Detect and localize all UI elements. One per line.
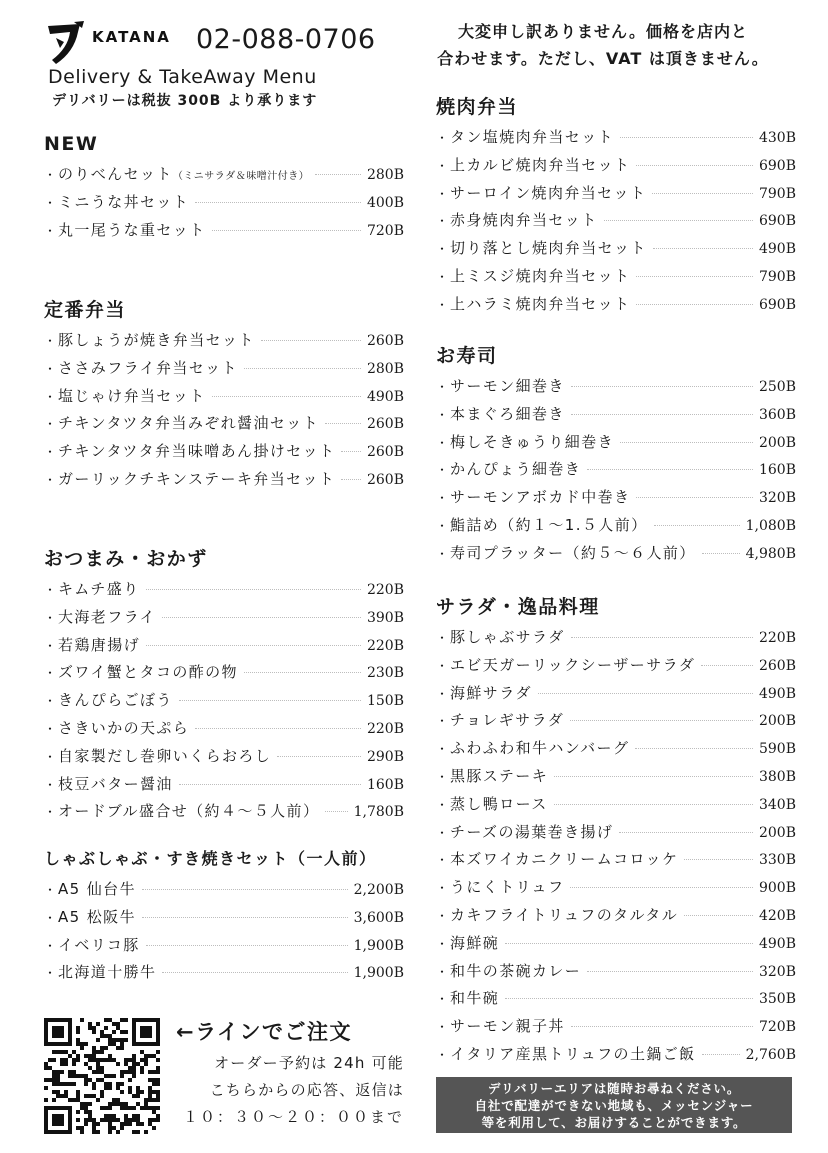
menu-item-price: 320B xyxy=(758,963,796,980)
dot-leader xyxy=(619,832,753,833)
bullet: ・ xyxy=(436,797,450,812)
menu-item xyxy=(436,819,796,847)
menu-item-price: 280B xyxy=(366,360,404,377)
dot-leader xyxy=(162,972,347,973)
menu-item xyxy=(436,512,796,540)
menu-item-price: 790B xyxy=(758,185,796,202)
menu-item xyxy=(436,846,796,874)
menu-item-name: 海鮮サラダ xyxy=(450,683,532,702)
menu-item-price: 4,980B xyxy=(745,545,796,562)
dot-leader xyxy=(570,720,753,721)
line-qr-code[interactable] xyxy=(44,1018,160,1134)
dot-leader xyxy=(554,804,753,805)
dot-leader xyxy=(636,276,753,277)
dot-leader xyxy=(261,340,361,341)
menu-item xyxy=(44,438,404,466)
menu-item-name: チーズの湯葉巻き揚げ xyxy=(450,822,614,841)
menu-item-price: 490B xyxy=(758,241,796,258)
menu-item-price: 420B xyxy=(758,907,796,924)
bullet: ・ xyxy=(44,910,58,925)
dot-leader xyxy=(505,943,753,944)
dot-leader xyxy=(636,165,753,166)
dot-leader xyxy=(146,645,361,646)
menu-item-note: （ミニサラダ＆味噌汁付き） xyxy=(172,171,310,182)
dot-leader xyxy=(604,220,753,221)
menu-item-price: 260B xyxy=(366,444,404,461)
bullet: ・ xyxy=(436,546,450,561)
menu-item-name: 上ハラミ焼肉弁当セット xyxy=(450,294,631,313)
bullet: ・ xyxy=(44,610,58,625)
menu-item xyxy=(436,707,796,735)
dot-leader xyxy=(244,672,361,673)
menu-item-price: 260B xyxy=(366,471,404,488)
dot-leader xyxy=(684,915,753,916)
dot-leader xyxy=(571,1026,753,1027)
menu-item xyxy=(436,207,796,235)
menu-item-name: 若鶏唐揚げ xyxy=(58,635,141,654)
bullet: ・ xyxy=(436,853,450,868)
dot-leader xyxy=(635,748,753,749)
menu-item-price: 390B xyxy=(366,609,404,626)
menu-item-price: 250B xyxy=(758,379,796,395)
menu-item-price: 340B xyxy=(758,796,796,813)
menu-item-name: 梅しそきゅうり細巻き xyxy=(450,432,615,451)
bullet: ・ xyxy=(436,158,450,173)
bullet: ・ xyxy=(44,361,58,376)
section-otsumami xyxy=(44,542,404,826)
bullet: ・ xyxy=(44,749,58,764)
menu-item-name: イベリコ豚 xyxy=(58,935,140,954)
menu-item-name: 上カルビ焼肉弁当セット xyxy=(450,155,631,174)
menu-item xyxy=(44,659,404,687)
menu-item xyxy=(436,152,796,180)
menu-item-name: オードブル盛合せ（約４～５人前） xyxy=(58,802,320,821)
delivery-minimum-note: デリバリーは税抜 300B より承ります xyxy=(52,93,318,109)
menu-item-price: 690B xyxy=(758,213,796,230)
menu-item-price: 690B xyxy=(758,296,796,313)
menu-item-name: イタリア産黒トリュフの土鍋ご飯 xyxy=(450,1044,696,1063)
dot-leader xyxy=(277,756,361,757)
dot-leader xyxy=(146,945,348,946)
bullet: ・ xyxy=(436,825,450,840)
menu-item-price: 220B xyxy=(366,582,404,598)
menu-item-name: さきいかの天ぷら xyxy=(58,718,190,737)
menu-item-price: 220B xyxy=(366,720,404,737)
bullet: ・ xyxy=(44,417,58,432)
dot-leader xyxy=(195,728,361,729)
bullet: ・ xyxy=(436,658,450,673)
section-title: NEW xyxy=(44,133,99,155)
menu-item-name: 丸一尾うな重セット xyxy=(58,220,206,239)
bullet: ・ xyxy=(436,908,450,923)
menu-item-name: ふわふわ和牛ハンバーグ xyxy=(450,739,630,758)
menu-item xyxy=(44,771,404,799)
menu-item xyxy=(44,959,404,987)
bullet: ・ xyxy=(44,638,58,653)
menu-item xyxy=(436,180,796,208)
menu-item xyxy=(44,327,404,355)
bullet: ・ xyxy=(436,297,450,312)
dot-leader xyxy=(341,479,361,480)
menu-item-name: 赤身焼肉弁当セット xyxy=(450,211,598,230)
menu-item-price: 430B xyxy=(758,130,796,146)
section-shabu-sukiyaki xyxy=(44,842,404,987)
bullet: ・ xyxy=(44,805,58,820)
menu-item-name: 和牛碗 xyxy=(450,989,500,1008)
delivery-line-2: 自社で配達ができない地域も、メッセンジャー xyxy=(474,1098,754,1113)
bullet: ・ xyxy=(44,666,58,681)
menu-item-name: かんぴょう細巻き xyxy=(450,460,582,479)
menu-item-name: 上ミスジ焼肉弁当セット xyxy=(450,266,631,285)
menu-item-price: 260B xyxy=(366,333,404,349)
dot-leader xyxy=(212,230,361,231)
menu-item-name: ささみフライ弁当セット xyxy=(58,358,238,377)
menu-item-name: 和牛の茶碗カレー xyxy=(450,961,582,980)
bullet: ・ xyxy=(436,992,450,1007)
menu-item-name: 切り落とし焼肉弁当セット xyxy=(450,239,647,258)
menu-item-price: 1,080B xyxy=(745,517,796,534)
section-sushi xyxy=(436,339,796,568)
dot-leader xyxy=(315,174,361,175)
dot-leader xyxy=(554,776,753,777)
menu-item-price: 1,900B xyxy=(353,965,404,982)
bullet: ・ xyxy=(436,242,450,257)
menu-item-name: サーロイン焼肉弁当セット xyxy=(450,183,647,202)
delivery-area-notice xyxy=(436,1077,792,1133)
menu-item-name: 鮨詰め（約１～1.５人前） xyxy=(450,515,648,534)
dot-leader xyxy=(571,414,753,415)
menu-item xyxy=(436,373,796,401)
menu-item-name: うにくトリュフ xyxy=(450,878,565,897)
bullet: ・ xyxy=(436,631,450,645)
menu-item-price: 790B xyxy=(758,268,796,285)
section-title: サラダ・逸品料理 xyxy=(436,596,600,618)
order-info xyxy=(176,1050,404,1131)
bullet: ・ xyxy=(436,380,450,394)
menu-item-name: サーモン細巻き xyxy=(450,377,565,395)
menu-item-name: カキフライトリュフのタルタル xyxy=(450,905,679,924)
menu-item xyxy=(44,355,404,383)
menu-item-name: のりべんセット xyxy=(58,165,173,183)
dot-leader xyxy=(652,193,753,194)
menu-item-price: 1,780B xyxy=(353,804,404,821)
bullet: ・ xyxy=(44,223,58,238)
menu-item xyxy=(436,902,796,930)
dot-leader xyxy=(538,693,753,694)
menu-item xyxy=(44,798,404,826)
dot-leader xyxy=(571,637,753,638)
menu-item-price: 3,600B xyxy=(353,909,404,926)
line-order-label: ←ラインでご注文 xyxy=(176,1020,352,1044)
bullet: ・ xyxy=(436,518,450,533)
bullet: ・ xyxy=(436,936,450,951)
phone-number: 02-088-0706 xyxy=(196,24,376,55)
menu-item-name: ミニうな丼セット xyxy=(58,192,190,211)
menu-item xyxy=(436,958,796,986)
dot-leader xyxy=(684,859,753,860)
menu-item xyxy=(44,576,404,604)
menu-item xyxy=(44,604,404,632)
dot-leader xyxy=(325,423,361,424)
bullet: ・ xyxy=(44,195,58,210)
menu-item-name: チキンタツタ弁当味噌あん掛けセット xyxy=(58,442,336,461)
menu-item xyxy=(44,904,404,932)
menu-item-name: ガーリックチキンステーキ弁当セット xyxy=(58,469,336,488)
dot-leader xyxy=(179,784,361,785)
menu-item-name: チキンタツタ弁当みぞれ醤油セット xyxy=(58,414,320,433)
bullet: ・ xyxy=(436,186,450,201)
menu-item-name: きんぴらごぼう xyxy=(58,691,173,710)
dot-leader xyxy=(702,1054,740,1055)
menu-item-name: 塩じゃけ弁当セット xyxy=(58,386,206,405)
menu-item-name: タン塩焼肉弁当セット xyxy=(450,128,615,146)
menu-item xyxy=(436,540,796,568)
menu-item xyxy=(436,291,796,319)
price-notice xyxy=(398,18,808,72)
menu-item-name: サーモンアボカド中巻き xyxy=(450,488,631,507)
dot-leader xyxy=(146,589,361,590)
menu-item xyxy=(44,410,404,438)
menu-item-price: 590B xyxy=(758,741,796,758)
menu-item-name: A5 仙台牛 xyxy=(58,880,136,898)
dot-leader xyxy=(620,442,753,443)
menu-item-price: 200B xyxy=(758,434,796,451)
menu-item xyxy=(44,383,404,411)
bullet: ・ xyxy=(436,769,450,784)
dot-leader xyxy=(195,202,361,203)
bullet: ・ xyxy=(44,168,58,182)
menu-item-name: 海鮮碗 xyxy=(450,933,500,952)
bullet: ・ xyxy=(436,686,450,701)
menu-item-name: エビ天ガーリックシーザーサラダ xyxy=(450,655,696,674)
bullet: ・ xyxy=(44,334,58,348)
bullet: ・ xyxy=(44,694,58,709)
dot-leader xyxy=(636,497,753,498)
bullet: ・ xyxy=(44,938,58,953)
bullet: ・ xyxy=(44,966,58,981)
menu-item-price: 720B xyxy=(758,1019,796,1036)
bullet: ・ xyxy=(44,583,58,597)
katana-logo xyxy=(44,18,184,68)
bullet: ・ xyxy=(436,714,450,729)
menu-item-name: ズワイ蟹とタコの酢の物 xyxy=(58,663,238,682)
dot-leader xyxy=(587,469,753,470)
menu-item-price: 260B xyxy=(758,657,796,674)
menu-item xyxy=(436,624,796,652)
menu-subtitle: Delivery & TakeAway Menu xyxy=(48,66,317,88)
menu-item-name: 豚しゃぶサラダ xyxy=(450,628,565,646)
section-teiban-bento xyxy=(44,293,404,494)
dot-leader xyxy=(341,451,361,452)
menu-item xyxy=(436,429,796,457)
section-title: 焼肉弁当 xyxy=(436,96,519,118)
section-title: おつまみ・おかず xyxy=(44,548,208,570)
menu-item-price: 490B xyxy=(758,935,796,952)
menu-item xyxy=(436,456,796,484)
menu-item xyxy=(436,1013,796,1041)
menu-item-name: サーモン親子丼 xyxy=(450,1017,565,1036)
bullet: ・ xyxy=(436,742,450,757)
dot-leader xyxy=(142,889,348,890)
bullet: ・ xyxy=(436,1020,450,1035)
menu-item-price: 380B xyxy=(758,768,796,785)
menu-item-name: 寿司プラッター（約５～６人前） xyxy=(450,543,696,562)
menu-item xyxy=(436,235,796,263)
menu-item-price: 220B xyxy=(758,630,796,646)
menu-item-price: 900B xyxy=(758,880,796,897)
menu-item-price: 400B xyxy=(366,194,404,211)
dot-leader xyxy=(620,137,753,138)
menu-item xyxy=(436,930,796,958)
menu-item-price: 160B xyxy=(366,776,404,793)
menu-item-price: 330B xyxy=(758,852,796,869)
delivery-line-3: 等を利用して、お届けすることができます。 xyxy=(481,1115,747,1130)
order-line-1: オーダー予約は 24h 可能 xyxy=(214,1054,404,1072)
menu-item xyxy=(44,715,404,743)
menu-item xyxy=(44,743,404,771)
menu-item xyxy=(436,735,796,763)
menu-item-price: 200B xyxy=(758,824,796,841)
menu-item xyxy=(436,124,796,152)
dot-leader xyxy=(654,525,740,526)
menu-item xyxy=(436,874,796,902)
menu-item xyxy=(44,632,404,660)
menu-item-name: 本まぐろ細巻き xyxy=(450,404,565,423)
dot-leader xyxy=(162,617,361,618)
dot-leader xyxy=(571,386,753,387)
section-title: 定番弁当 xyxy=(44,299,127,321)
section-yakiniku-bento xyxy=(436,90,796,319)
menu-item-price: 2,200B xyxy=(353,882,404,898)
menu-item xyxy=(436,763,796,791)
menu-item-price: 350B xyxy=(758,991,796,1008)
bullet: ・ xyxy=(436,964,450,979)
dot-leader xyxy=(587,971,753,972)
bullet: ・ xyxy=(436,435,450,450)
bullet: ・ xyxy=(436,881,450,896)
menu-item xyxy=(44,876,404,904)
bullet: ・ xyxy=(44,472,58,487)
dot-leader xyxy=(570,887,753,888)
menu-item-name: 豚しょうが焼き弁当セット xyxy=(58,331,255,349)
bullet: ・ xyxy=(436,131,450,145)
dot-leader xyxy=(244,368,361,369)
menu-item xyxy=(44,466,404,494)
menu-item-name: キムチ盛り xyxy=(58,580,140,598)
menu-item-price: 360B xyxy=(758,406,796,423)
menu-item xyxy=(44,932,404,960)
menu-item-name: 黒豚ステーキ xyxy=(450,766,549,785)
dot-leader xyxy=(702,553,740,554)
section-title: お寿司 xyxy=(436,345,498,367)
menu-item xyxy=(436,791,796,819)
menu-item-name: 大海老フライ xyxy=(58,607,156,626)
menu-item-price: 150B xyxy=(366,693,404,710)
menu-item-price: 2,760B xyxy=(745,1046,796,1063)
menu-item-price: 230B xyxy=(366,665,404,682)
menu-item-name: 北海道十勝牛 xyxy=(58,963,157,982)
logo-text: KATANA xyxy=(92,28,171,46)
menu-item-name: 枝豆バター醤油 xyxy=(58,774,173,793)
bullet: ・ xyxy=(44,721,58,736)
menu-item xyxy=(436,263,796,291)
menu-item-price: 220B xyxy=(366,637,404,654)
bullet: ・ xyxy=(436,407,450,422)
menu-item-name: A5 松阪牛 xyxy=(58,907,136,926)
menu-item-name: 自家製だし巻卵いくらおろし xyxy=(58,746,272,765)
menu-item xyxy=(436,680,796,708)
delivery-line-1: デリバリーエリアは随時お尋ねください。 xyxy=(487,1081,741,1096)
bullet: ・ xyxy=(44,445,58,460)
dot-leader xyxy=(212,396,361,397)
bullet: ・ xyxy=(436,1047,450,1062)
section-new xyxy=(44,127,404,244)
menu-item xyxy=(436,1041,796,1069)
bullet: ・ xyxy=(436,491,450,506)
menu-item-price: 280B xyxy=(366,167,404,183)
bullet: ・ xyxy=(436,269,450,284)
dot-leader xyxy=(505,998,753,999)
dot-leader xyxy=(325,811,347,812)
menu-item-price: 260B xyxy=(366,416,404,433)
menu-item xyxy=(44,189,404,217)
menu-item xyxy=(44,161,404,189)
menu-item xyxy=(436,484,796,512)
menu-item-name: チョレギサラダ xyxy=(450,711,565,730)
notice-line-1: 大変申し訳ありません。価格を店内と xyxy=(458,22,748,41)
dot-leader xyxy=(701,665,753,666)
bullet: ・ xyxy=(436,214,450,229)
menu-item xyxy=(44,687,404,715)
menu-item-price: 200B xyxy=(758,713,796,730)
menu-item-price: 160B xyxy=(758,462,796,479)
section-title: しゃぶしゃぶ・すき焼きセット（一人前） xyxy=(44,849,377,868)
order-hours: １０：３０～２０：００まで xyxy=(182,1108,404,1126)
menu-item xyxy=(436,401,796,429)
section-salad-dishes xyxy=(436,590,796,1069)
menu-item xyxy=(436,652,796,680)
notice-line-2: 合わせます。ただし、VAT は頂きません。 xyxy=(437,49,769,68)
menu-item-price: 1,900B xyxy=(353,937,404,954)
menu-item-price: 490B xyxy=(758,685,796,702)
dot-leader xyxy=(142,917,348,918)
bullet: ・ xyxy=(44,389,58,404)
dot-leader xyxy=(653,248,753,249)
menu-item-price: 690B xyxy=(758,157,796,174)
bullet: ・ xyxy=(44,777,58,792)
menu-item-price: 490B xyxy=(366,388,404,405)
dot-leader xyxy=(179,700,361,701)
order-line-2: こちらからの応答、返信は xyxy=(209,1081,404,1099)
menu-item-price: 720B xyxy=(366,222,404,239)
menu-item-name: 本ズワイカニクリームコロッケ xyxy=(450,850,679,869)
menu-item xyxy=(436,985,796,1013)
menu-item xyxy=(44,217,404,245)
dot-leader xyxy=(636,304,753,305)
menu-item-price: 320B xyxy=(758,490,796,507)
bullet: ・ xyxy=(44,883,58,897)
menu-item-name: 蒸し鴨ロース xyxy=(450,794,548,813)
bullet: ・ xyxy=(436,463,450,478)
menu-item-price: 290B xyxy=(366,748,404,765)
